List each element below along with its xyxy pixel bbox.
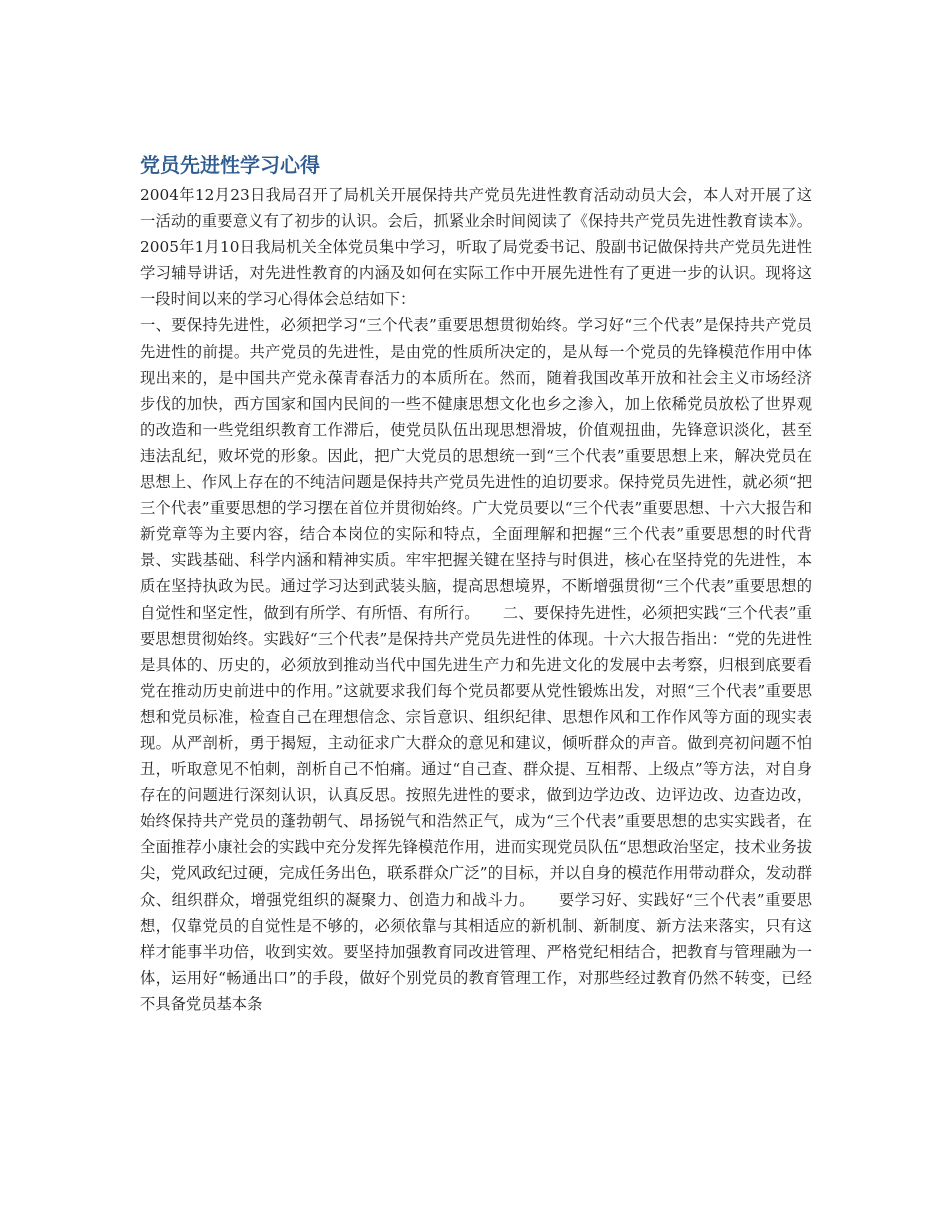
- document-title: 党员先进性学习心得: [140, 153, 320, 177]
- paragraph-section-three: 要学习好、实践好“三个代表”重要思想，仅靠党员的自觉性是不够的，必须依靠与其相适应的新机制、新制度、新方法来落实，只有这样才能事半功倍，收到实效。要坚持加强教育同改进管理、严格党纪相结合，把教育与管理融为一体，运用好“畅通出口”的手段，做好个别党员的教育管理工作，对那些经过教育仍然不转变，已经不具备党员基本条: [140, 890, 812, 1013]
- paragraph-section-two: 二、要保持先进性，必须把实践“三个代表”重要思想贯彻始终。实践好“三个代表”是保持共产党员先进性的体现。十六大报告指出：“党的先进性是具体的、历史的，必须放到推动当代中国先进生产力和先进文化的发展中去考察，归根到底要看党在推动历史前进中的作用。”这就要求我们每个党员都要从党性锻炼出发，对照“三个代表”重要思想和党员标准，检查自己在理想信念、宗旨意识、组织纪律、思想作风和工作作风等方面的现实表现。从严剖析，勇于揭短，主动征求广大群众的意见和建议，倾听群众的声音。做到亮初问题不怕丑，听取意见不怕刺，剖析自己不怕痛。通过“自己查、群众提、互相帮、上级点”等方法，对自身存在的问题进行深刻认识，认真反思。按照先进性的要求，做到边学边改、边评边改、边查边改，始终保持共产党员的蓬勃朝气、昂扬锐气和浩然正气，成为“三个代表”重要思想的忠实实践者，在全面推荐小康社会的实践中充分发挥先锋模范作用，进而实现党员队伍“思想政治坚定，技术业务拔尖，党风政纪过硬，完成任务出色，联系群众广泛”的目标，并以自身的模范作用带动群众，发动群众、组织群众，增强党组织的凝聚力、创造力和战斗力。: [140, 603, 812, 909]
- paragraph-gap: [472, 604, 503, 622]
- paragraph-gap: [527, 891, 559, 909]
- document-body: [140, 182, 812, 1017]
- paragraph-intro: 2004年12月23日我局召开了局机关开展保持共产党员先进性教育活动动员大会，本人对开展了这一活动的重要意义有了初步的认识。会后，抓紧业余时间阅读了《保持共产党员先进性教育读本》。2005年1月10日我局机关全体党员集中学习，听取了局党委书记、殷副书记做保持共产党员先进性学习辅导讲话，对先进性教育的内涵及如何在实际工作中开展先进性有了更进一步的认识。现将这一段时间以来的学习心得体会总结如下：: [140, 186, 812, 309]
- paragraph-section-one: 一、要保持先进性，必须把学习“三个代表”重要思想贯彻始终。学习好“三个代表”是保持共产党员先进性的前提。共产党员的先进性，是由党的性质所决定的，是从每一个党员的先锋模范作用中体现出来的，是中国共产党永葆青春活力的本质所在。然而，随着我国改革开放和社会主义市场经济步伐的加快，西方国家和国内民间的一些不健康思想文化也乡之渗入，加上依稀党员放松了世界观的改造和一些党组织教育工作滞后，使党员队伍出现思想滑坡，价值观扭曲，先锋意识淡化，甚至违法乱纪，败坏党的形象。因此，把广大党员的思想统一到“三个代表”重要思想上来，解决党员在思想上、作风上存在的不纯洁问题是保持共产党员先进性的迫切要求。保持党员先进性，就必须“把三个代表”重要思想的学习摆在首位并贯彻始终。广大党员要以“三个代表”重要思想、十六大报告和新党章等为主要内容，结合本岗位的实际和特点，全面理解和把握“三个代表”重要思想的时代背景、实践基础、科学内涵和精神实质。牢牢把握关键在坚持与时俱进，核心在坚持党的先进性，本质在坚持执政为民。通过学习达到武装头脑，提高思想境界，不断增强贯彻“三个代表”重要思想的自觉性和坚定性，做到有所学、有所悟、有所行。: [140, 316, 812, 622]
- document-page: [140, 150, 812, 1017]
